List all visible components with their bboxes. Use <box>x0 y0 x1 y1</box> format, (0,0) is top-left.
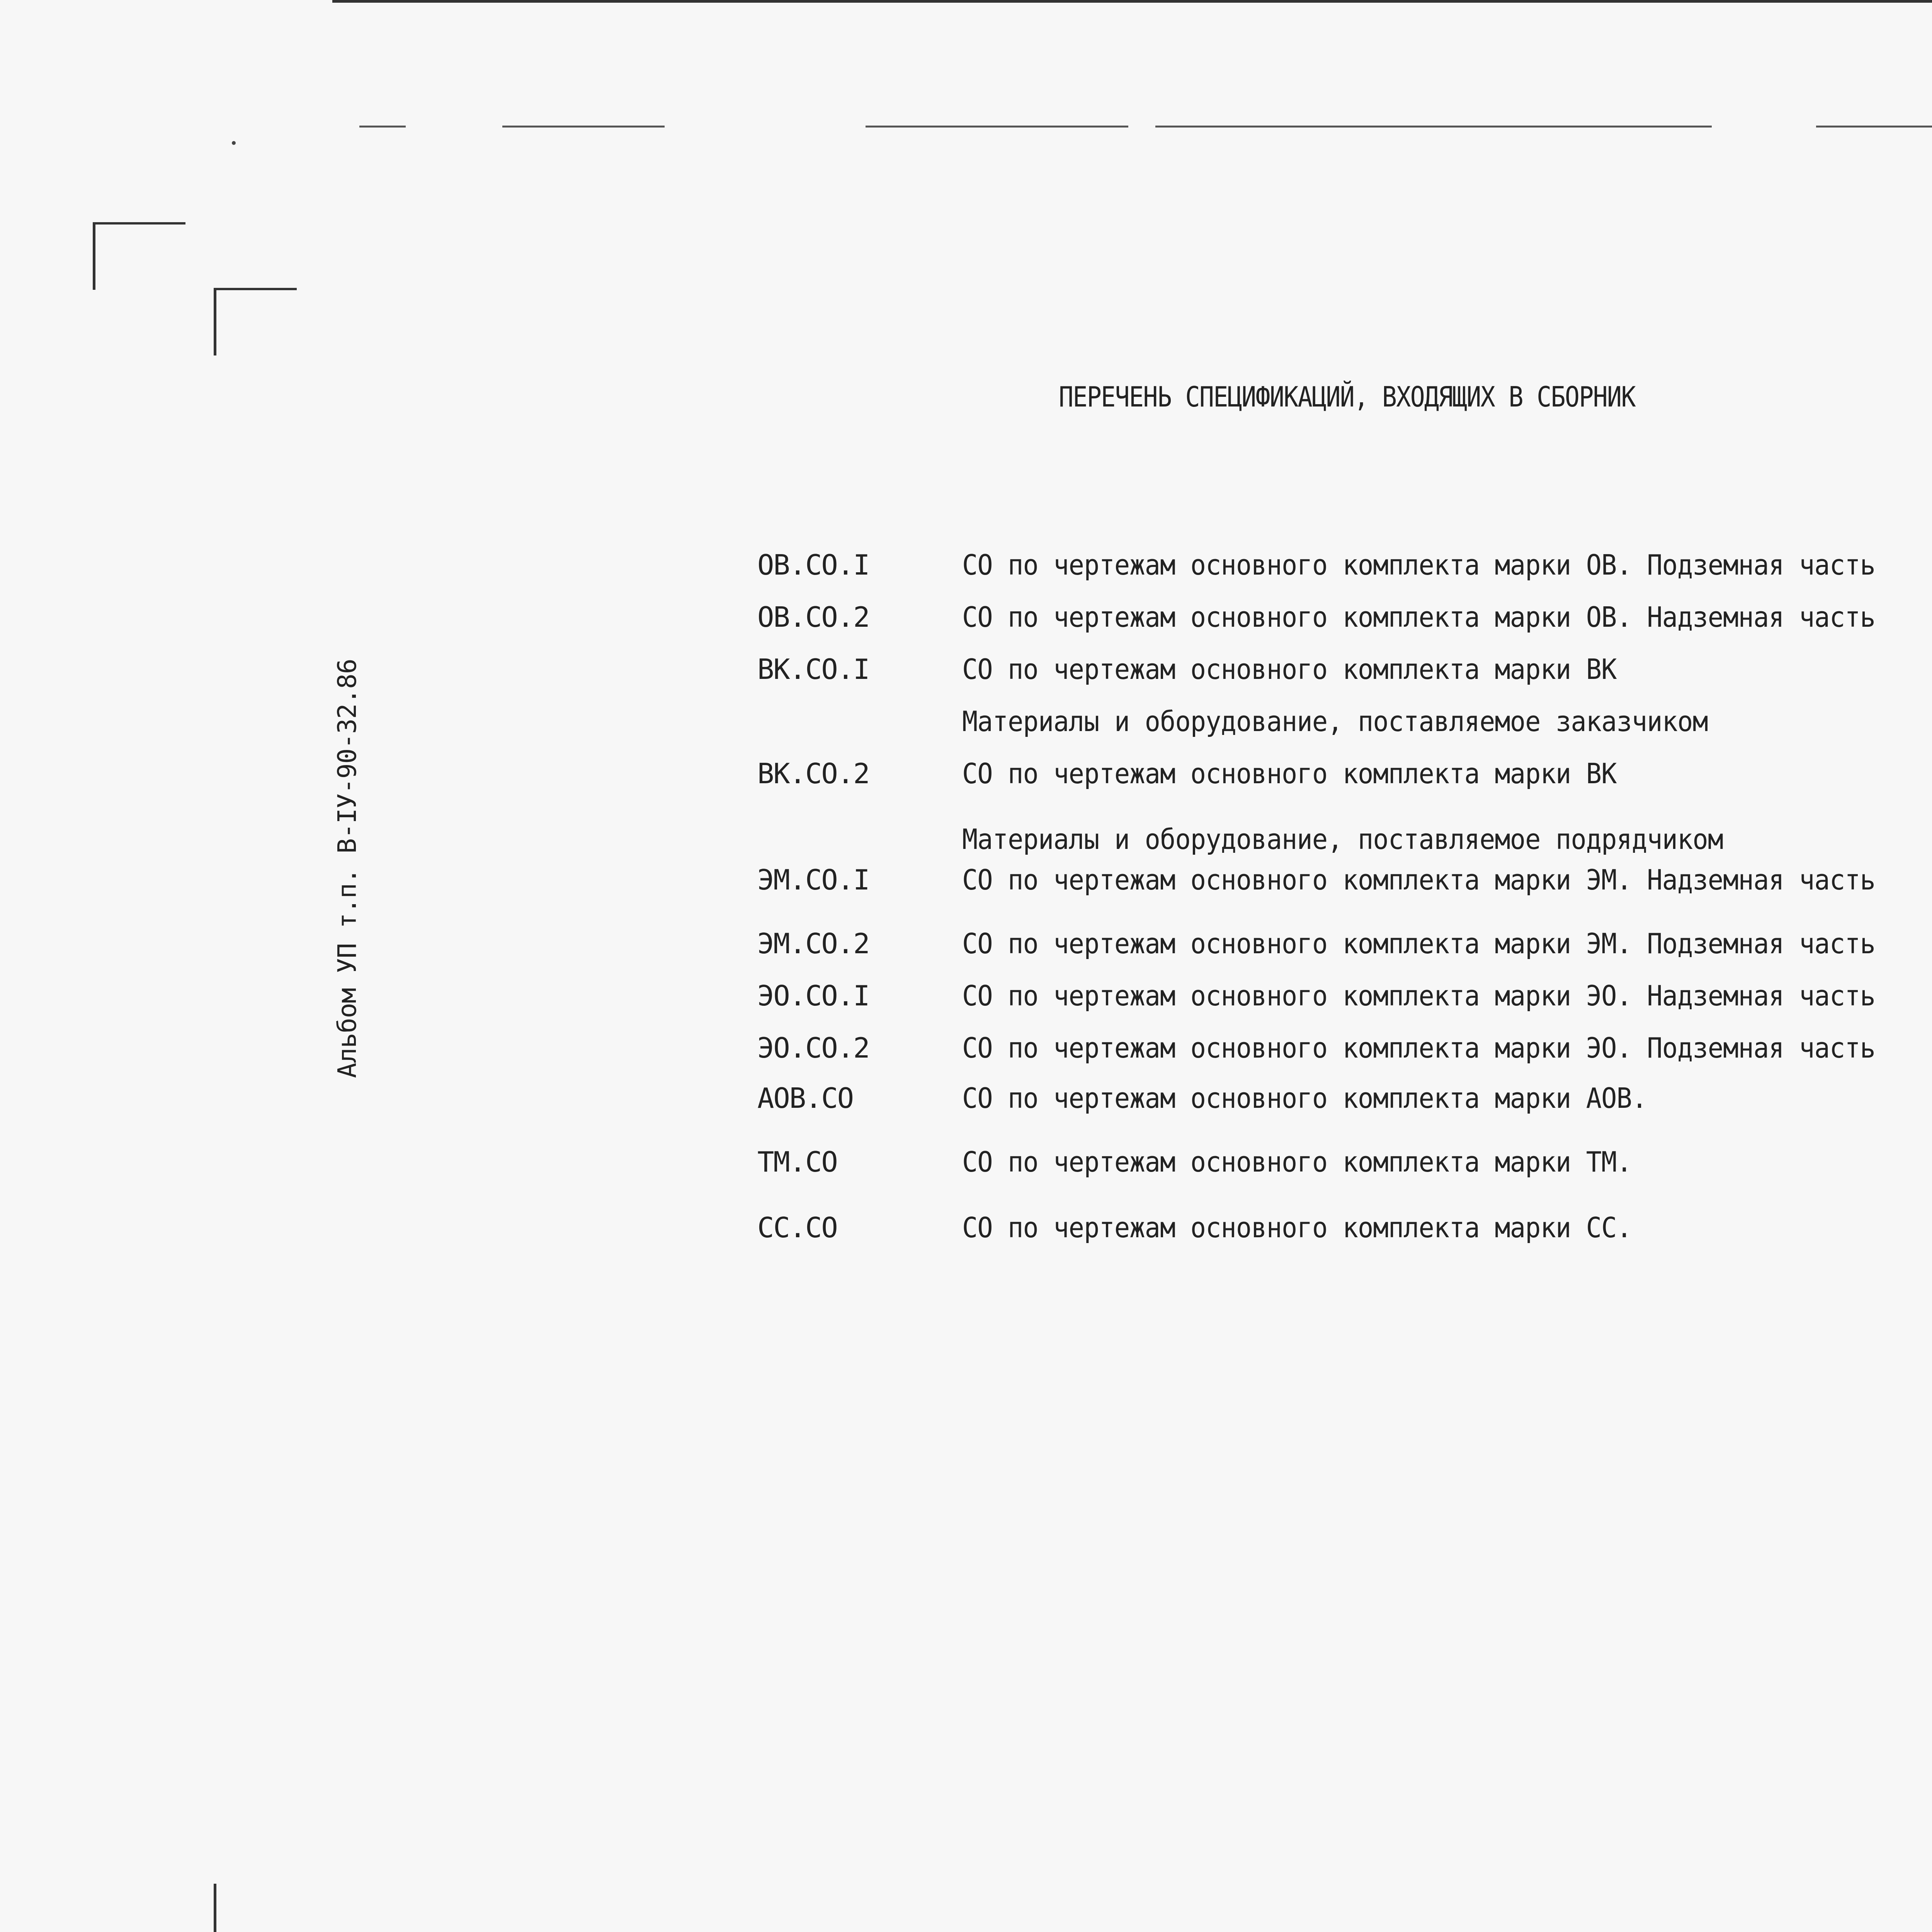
spec-description: СО по чертежам основного комплекта марки СС. <box>962 1211 1632 1244</box>
corner-mark-top-left-outer <box>93 222 185 224</box>
corner-mark-top-left-inner <box>214 288 297 290</box>
spec-code: ОВ.СО.I <box>757 549 869 581</box>
scan-speck <box>232 141 236 145</box>
spec-description: СО по чертежам основного комплекта марки ОВ. Подземная часть <box>962 549 1875 581</box>
header-dash-line <box>502 126 665 128</box>
spec-description: СО по чертежам основного комплекта марки ЭО. Подземная часть <box>962 1032 1875 1064</box>
spec-code: ЭО.СО.2 <box>757 1032 869 1064</box>
header-dash-line <box>359 126 406 128</box>
spec-code: ВК.СО.I <box>757 653 869 685</box>
spec-code: АОВ.СО <box>757 1082 854 1114</box>
corner-mark-top-left-inner <box>214 288 216 355</box>
corner-mark-top-left-outer <box>93 222 95 290</box>
spec-description: СО по чертежам основного комплекта марки ТМ. <box>962 1146 1632 1178</box>
top-border-line <box>332 0 1932 3</box>
spec-description: СО по чертежам основного комплекта марки АОВ. <box>962 1082 1647 1114</box>
spec-description: Материалы и оборудование, поставляемое подрядчиком <box>962 823 1723 855</box>
spec-code: ЭМ.СО.2 <box>757 927 869 960</box>
spec-code: ОВ.СО.2 <box>757 601 869 633</box>
header-dash-line <box>1816 126 1932 128</box>
spec-description: СО по чертежам основного комплекта марки ВК <box>962 653 1617 685</box>
spec-description: СО по чертежам основного комплекта марки ЭМ. Надземная часть <box>962 864 1875 896</box>
header-dash-line <box>866 126 1128 128</box>
spec-code: ВК.СО.2 <box>757 757 869 790</box>
spec-code: ЭО.СО.I <box>757 980 869 1012</box>
spec-description: СО по чертежам основного комплекта марки ЭМ. Подземная часть <box>962 927 1875 960</box>
spec-description: Материалы и оборудование, поставляемое заказчиком <box>962 705 1708 738</box>
spec-code: ТМ.СО <box>757 1146 837 1178</box>
spec-description: СО по чертежам основного комплекта марки ЭО. Надземная часть <box>962 980 1875 1012</box>
page-title: ПЕРЕЧЕНЬ СПЕЦИФИКАЦИЙ, ВХОДЯЩИХ В СБОРНИК <box>1059 381 1635 413</box>
spec-code: ЭМ.СО.I <box>757 864 869 896</box>
header-dash-line <box>1155 126 1712 128</box>
corner-mark-bottom-left <box>214 1884 216 1932</box>
spec-description: СО по чертежам основного комплекта марки ОВ. Надземная часть <box>962 601 1875 633</box>
spec-description: СО по чертежам основного комплекта марки ВК <box>962 757 1617 790</box>
spec-code: СС.СО <box>757 1211 837 1244</box>
album-side-label: Альбом УП т.п. В-ІУ-90-32.86 <box>332 659 362 1078</box>
